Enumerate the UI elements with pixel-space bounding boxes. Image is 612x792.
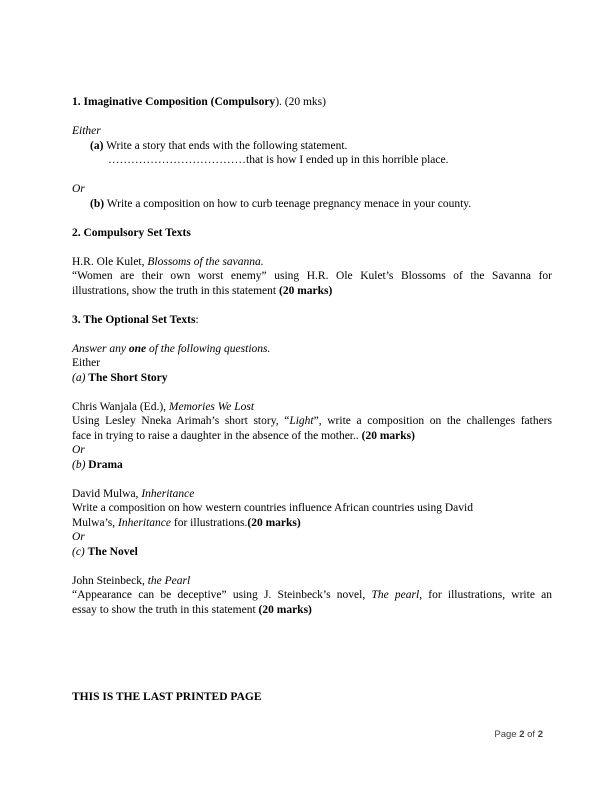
text-run: (20 marks) <box>361 429 415 442</box>
text-run: one <box>128 342 147 355</box>
text-run: Mulwa’s, <box>72 516 118 529</box>
document-line <box>72 298 552 313</box>
document-line <box>72 400 552 415</box>
document-line <box>72 646 552 661</box>
text-run: Write a composition on how western countries influence African countries using David <box>72 502 473 514</box>
document-line <box>72 675 552 690</box>
document-line <box>72 545 552 560</box>
document-line <box>72 327 552 342</box>
text-run: (20 marks) <box>278 284 333 297</box>
document-line <box>72 603 552 618</box>
text-run: ). (20 mks) <box>275 96 326 108</box>
text-run: (a) <box>72 371 86 384</box>
document-line <box>72 458 552 473</box>
document-line <box>72 342 552 357</box>
document-line <box>72 226 552 241</box>
document-line <box>72 284 552 299</box>
text-run: (20 marks) <box>258 603 312 616</box>
document-line <box>72 371 552 386</box>
document-line <box>72 661 552 676</box>
text-run: Answer any <box>72 342 129 355</box>
text-run: Light <box>289 415 314 427</box>
text-run: for illustrations. <box>171 516 248 529</box>
document-line <box>72 211 552 226</box>
text-run: Write a composition on how to curb teenage pregnancy menace in your county. <box>104 197 472 210</box>
text-run: 1. Imaginative Composition (Compulsory <box>72 96 276 108</box>
document-line <box>72 168 552 183</box>
text-run: The Short Story <box>88 371 168 384</box>
document-content <box>72 95 552 704</box>
document-line <box>72 559 552 574</box>
document-line <box>72 443 552 458</box>
text-run: The Novel <box>87 545 138 558</box>
text-run: “Appearance can be deceptive” using J. Steinbeck’s novel, <box>72 589 372 601</box>
text-run: essay to show the truth in this statement <box>72 603 259 616</box>
document-line <box>72 240 552 255</box>
document-line <box>72 269 552 284</box>
text-run: 2 <box>519 729 525 740</box>
text-run: of <box>524 729 538 740</box>
document-line <box>72 182 552 197</box>
text-run: the Pearl <box>147 574 191 587</box>
text-run: Either <box>72 125 101 137</box>
document-line <box>72 487 552 502</box>
document-line <box>72 197 552 212</box>
text-run: 2. Compulsory Set Texts <box>72 226 191 239</box>
document-line <box>72 414 552 429</box>
text-run: : <box>195 313 199 326</box>
text-run: Using Lesley Nneka Arimah’s short story, “ <box>72 415 290 427</box>
text-run: (20 marks) <box>247 516 301 529</box>
text-run: THIS IS THE LAST PRINTED PAGE <box>72 690 262 703</box>
text-run: John Steinbeck, <box>72 574 148 587</box>
document-line <box>72 153 552 168</box>
document-line <box>72 110 552 125</box>
text-run: (c) <box>72 545 85 558</box>
text-run: Blossoms of the savanna. <box>147 255 264 268</box>
document-line <box>72 501 552 516</box>
text-run: Page <box>494 729 520 740</box>
text-run: illustrations, show the truth in this statement <box>72 284 279 297</box>
text-run: Write a story that ends with the following statement. <box>103 139 348 152</box>
text-run: Chris Wanjala (Ed.), <box>72 400 169 413</box>
text-run: Memories We Lost <box>168 400 255 413</box>
text-run: (a) <box>90 139 104 152</box>
document-line <box>72 574 552 589</box>
document-line <box>72 530 552 545</box>
document-line <box>72 139 552 154</box>
text-run: (b) <box>72 458 86 471</box>
text-run: “Women are their own worst enemy” using H.R. Ole Kulet’s Blossoms of the Savanna for <box>72 270 552 282</box>
text-run: Or <box>72 531 85 543</box>
document-line <box>72 124 552 139</box>
text-run: H.R. Ole Kulet, <box>72 255 148 268</box>
document-line <box>72 516 552 531</box>
text-run: Either <box>72 357 101 369</box>
text-run: Or <box>72 183 85 195</box>
document-line <box>72 588 552 603</box>
text-run: face in trying to raise a daughter in the absence of the mother.. <box>72 429 362 442</box>
text-run: 2 <box>537 729 543 740</box>
text-run: (b) <box>90 197 105 210</box>
text-run: David Mulwa, <box>72 487 142 500</box>
text-run: , for illustrations, write an <box>419 589 553 601</box>
document-line <box>72 429 552 444</box>
text-run: 3. The Optional Set Texts <box>72 313 196 326</box>
document-line <box>72 617 552 632</box>
text-run: Inheritance <box>141 487 195 500</box>
document-line <box>72 255 552 270</box>
text-run: Or <box>72 444 85 456</box>
text-run: The pearl <box>371 589 420 601</box>
text-run: of the following questions. <box>146 342 271 355</box>
document-line <box>72 356 552 371</box>
text-run: ”, write a composition on the challenges fathers <box>313 415 552 427</box>
document-line <box>72 690 552 705</box>
page-number <box>494 729 543 741</box>
text-run: Drama <box>88 458 123 471</box>
document-line <box>72 313 552 328</box>
text-run: Inheritance <box>118 516 172 529</box>
document-line <box>72 95 552 110</box>
text-run: ………………………………that is how I ended up in this horrible place. <box>108 154 449 166</box>
document-line <box>72 385 552 400</box>
document-line <box>72 632 552 647</box>
document-line <box>72 472 552 487</box>
